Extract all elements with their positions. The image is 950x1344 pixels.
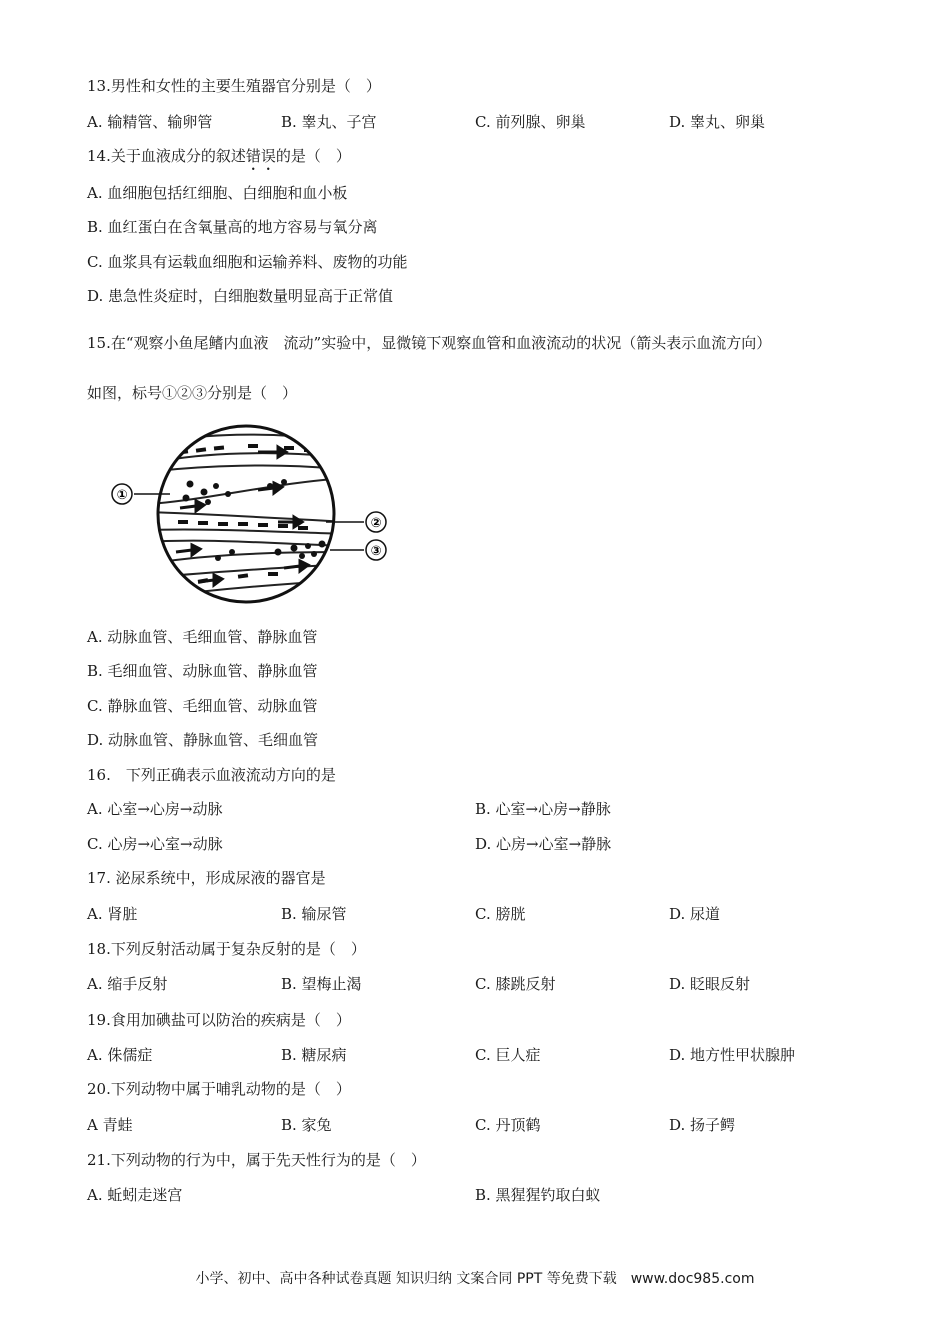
q17-option-d: D. 尿道 (669, 905, 721, 923)
q19-option-b: B. 糖尿病 (281, 1046, 347, 1064)
q18-option-d: D. 眨眼反射 (669, 975, 751, 993)
q14-option-d: D. 患急性炎症时，白细胞数量明显高于正常值 (87, 287, 394, 305)
figure-label-3: ③ (370, 544, 382, 559)
question-15-stem-line1: 15.在“观察小鱼尾鳍内血液 流动”实验中，显微镜下观察血管和血液流动的状况（箭头表示血流方向） (87, 334, 772, 352)
q19-option-a: A. 侏儒症 (87, 1046, 153, 1064)
q19-option-d: D. 地方性甲状腺肿 (669, 1046, 796, 1064)
q17-option-c: C. 膀胱 (475, 905, 526, 923)
q14-emphasis-word: 错误 (245, 147, 276, 165)
q14-option-b: B. 血红蛋白在含氧量高的地方容易与氧分离 (87, 218, 378, 236)
q19-option-c: C. 巨人症 (475, 1046, 541, 1064)
question-15-stem-line2: 如图，标号①②③分别是（ ） (87, 384, 298, 402)
figure-label-1: ① (116, 488, 128, 503)
question-20-stem: 20.下列动物中属于哺乳动物的是（ ） (87, 1080, 351, 1098)
q20-option-b: B. 家兔 (281, 1116, 332, 1134)
blood-vessel-figure (108, 422, 408, 608)
q18-option-b: B. 望梅止渴 (281, 975, 362, 993)
q17-option-a: A. 肾脏 (87, 905, 138, 923)
question-17-stem: 17. 泌尿系统中，形成尿液的器官是 (87, 869, 326, 887)
question-21-stem: 21.下列动物的行为中，属于先天性行为的是（ ） (87, 1151, 426, 1169)
q16-option-b: B. 心室→心房→静脉 (475, 800, 611, 818)
question-18-stem: 18.下列反射活动属于复杂反射的是（ ） (87, 940, 366, 958)
question-19-stem: 19.食用加碘盐可以防治的疾病是（ ） (87, 1011, 351, 1029)
q14-stem-part3: 的是（ ） (275, 147, 351, 165)
q17-option-b: B. 输尿管 (281, 905, 347, 923)
q14-option-a: A. 血细胞包括红细胞、白细胞和血小板 (87, 184, 348, 202)
question-16-stem: 16. 下列正确表示血液流动方向的是 (87, 766, 336, 784)
q21-option-a: A. 蚯蚓走迷宫 (87, 1186, 183, 1204)
q15-option-c: C. 静脉血管、毛细血管、动脉血管 (87, 697, 318, 715)
q20-option-a: A 青蛙 (87, 1116, 133, 1134)
q15-option-b: B. 毛细血管、动脉血管、静脉血管 (87, 662, 318, 680)
q18-option-c: C. 膝跳反射 (475, 975, 556, 993)
q13-option-b: B. 睾丸、子宫 (281, 113, 377, 131)
q15-option-a: A. 动脉血管、毛细血管、静脉血管 (87, 628, 318, 646)
question-14-stem (87, 146, 351, 174)
q14-option-c: C. 血浆具有运载血细胞和运输养料、废物的功能 (87, 253, 408, 271)
q14-stem-part1: 14.关于血液成分的叙述 (87, 147, 246, 165)
question-13-stem: 13.男性和女性的主要生殖器官分别是（ ） (87, 77, 381, 95)
q21-option-b: B. 黑猩猩钓取白蚁 (475, 1186, 601, 1204)
q20-option-c: C. 丹顶鹤 (475, 1116, 541, 1134)
figure-label-2: ② (370, 516, 382, 531)
q13-option-a: A. 输精管、输卵管 (87, 113, 213, 131)
page-footer: 小学、初中、高中各种试卷真题 知识归纳 文案合同 PPT 等免费下载 www.doc985.com (195, 1271, 755, 1287)
q13-option-c: C. 前列腺、卵巢 (475, 113, 586, 131)
q16-option-c: C. 心房→心室→动脉 (87, 835, 223, 853)
q13-option-d: D. 睾丸、卵巢 (669, 113, 766, 131)
q16-option-d: D. 心房→心室→静脉 (475, 835, 612, 853)
q18-option-a: A. 缩手反射 (87, 975, 168, 993)
q15-option-d: D. 动脉血管、静脉血管、毛细血管 (87, 731, 319, 749)
q16-option-a: A. 心室→心房→动脉 (87, 800, 223, 818)
q20-option-d: D. 扬子鳄 (669, 1116, 736, 1134)
